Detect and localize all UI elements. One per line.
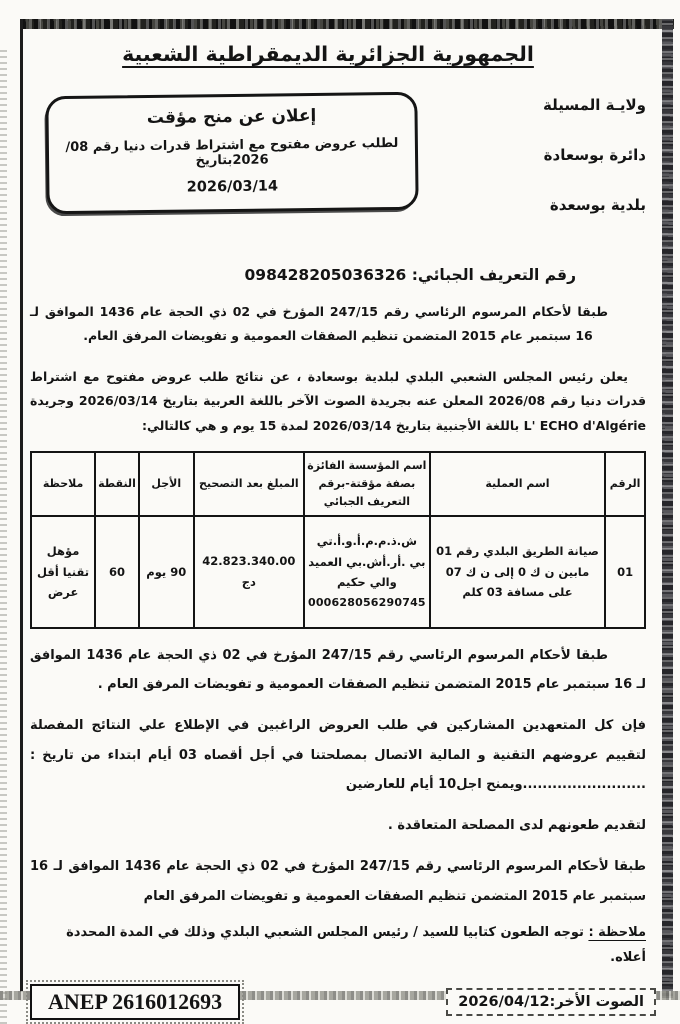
tax-id-line (30, 266, 576, 284)
tax-id-value: 098428205036326 (244, 266, 407, 284)
paragraph-decree-bottom: طبقا لأحكام المرسوم الرئاسي رقم 247/15 المؤرخ في 02 ذي الحجة عام 1436 الموافق لـ 16 سبتمبر عام 2015 المتضمن تنظيم الصفقات العمومية و تفويضات المرفق العام (30, 859, 646, 904)
paragraph-decree-top: طبقا لأحكام المرسوم الرئاسي رقم 247/15 المؤرخ في 02 ذي الحجة عام 1436 الموافق لـ 16 سبتمبر عام 2015 المتضمن تنظيم الصفقات العمومية و تفويضات المرفق العام. (30, 304, 608, 344)
amount-value: 42.823.340.00 (202, 554, 296, 569)
note-text: توجه الطعون كتابيا للسيد / رئيس المجلس الشعبي البلدي وذلك في المدة المحددة أعلاه. (66, 924, 646, 965)
footer (30, 984, 656, 1020)
col-header-number: الرقم (605, 452, 645, 516)
frame-left-border (20, 19, 23, 992)
table-header-row (31, 452, 645, 516)
wilaya-line: ولايـة المسيلة (542, 96, 646, 114)
cell-amount (194, 516, 304, 628)
frame-top-border (20, 19, 674, 29)
republic-title: الجمهورية الجزائرية الديمقراطية الشعبية (122, 42, 534, 66)
cell-score: 60 (95, 516, 139, 628)
note-line (30, 921, 646, 970)
document-content (30, 30, 646, 994)
col-header-deadline: الأجل (139, 452, 194, 516)
announcement-subtitle: لطلب عروض مفتوح مع اشتراط قدرات دنيا رقم 08/ 2026بتاريخ (65, 135, 399, 169)
paragraph-bidders: فإن كل المتعهدين المشاركين في طلب العروض الراغبين في الإطلاع علي النتائج المفصلة لتقييم عروضهم التقنية و المالية الاتصال بمصلحتنا في أجل أقصاه 03 أيام ابتداء من تاريخ : .........................ويمنح اجل10 أيام للعارضين (30, 718, 646, 792)
note-label: ملاحظة : (588, 924, 646, 940)
cell-operation: صيانة الطريق البلدي رقم 01 مابين ن ك 0 إلى ن ك 07 على مسافة 03 كلم (430, 516, 605, 628)
journal-name: الصوت الأخر: (549, 994, 644, 1010)
col-header-note: ملاحظة (31, 452, 95, 516)
table-row (31, 516, 645, 628)
administrative-block (418, 90, 646, 246)
tax-id-label: رقم التعريف الجبائي: (411, 266, 576, 284)
col-header-winner: اسم المؤسسة الفائزة بصفة مؤقتة-برقم التعريف الجبائي (304, 452, 430, 516)
commune-line: بلدية بوسعدة (549, 196, 646, 214)
winner-tax-id: 000628056290745 (307, 596, 426, 609)
journal-date-box (446, 988, 656, 1016)
announcement-date: 2026/03/14 (186, 178, 279, 196)
winner-name: ش.ذ.م.م.أ.و.أ.تي بي .أر.أش.بي العميد والي حكيم (308, 533, 426, 590)
cell-deadline: 90 يوم (139, 516, 194, 628)
journal-date: 2026/04/12 (458, 994, 550, 1010)
amount-currency: دج (241, 574, 256, 589)
daira-line: دائرة بوسعادة (543, 146, 646, 164)
paragraph-announcement: يعلن رئيس المجلس الشعبي البلدي لبلدية بوسعادة ، عن نتائج طلب عروض مفتوح مع اشتراط قدرات دنيا رقم 2026/08 المعلن عنه بجريدة الصوت الآخر باللغة العربية بتاريخ 2026/03/14 وجريدة L' ECHO d'Algérie باللغة الأجنبية بتاريخ 2026/03/14 لمدة 15 يوم و هي كالتالي: (30, 368, 647, 433)
paragraph-appeals: لتقديم طعونهم لدى المصلحة المتعاقدة . (387, 818, 646, 834)
cell-number: 01 (605, 516, 645, 628)
header-row (30, 90, 646, 246)
col-header-amount: المبلغ بعد التصحيح (194, 452, 304, 516)
cell-note: مؤهل تقنيا أقل عرض (31, 516, 95, 628)
anep-reference-box: ANEP 2616012693 (30, 984, 240, 1020)
frame-right-border (662, 19, 673, 998)
paragraph-decree-mid: طبقا لأحكام المرسوم الرئاسي رقم 247/15 المؤرخ في 02 ذي الحجة عام 1436 الموافق لـ 16 سبتمبر عام 2015 المتضمن تنظيم الصفقات العمومية و تفويضات المرفق العام . (30, 647, 646, 693)
cell-winner (304, 516, 430, 628)
results-table (30, 451, 646, 629)
announcement-title: إعلان عن منح مؤقت (146, 105, 317, 129)
announcement-box (45, 92, 418, 215)
col-header-operation: اسم العملية (430, 452, 605, 516)
col-header-score: النقطة (95, 452, 139, 516)
scan-edge-noise (0, 46, 7, 1024)
